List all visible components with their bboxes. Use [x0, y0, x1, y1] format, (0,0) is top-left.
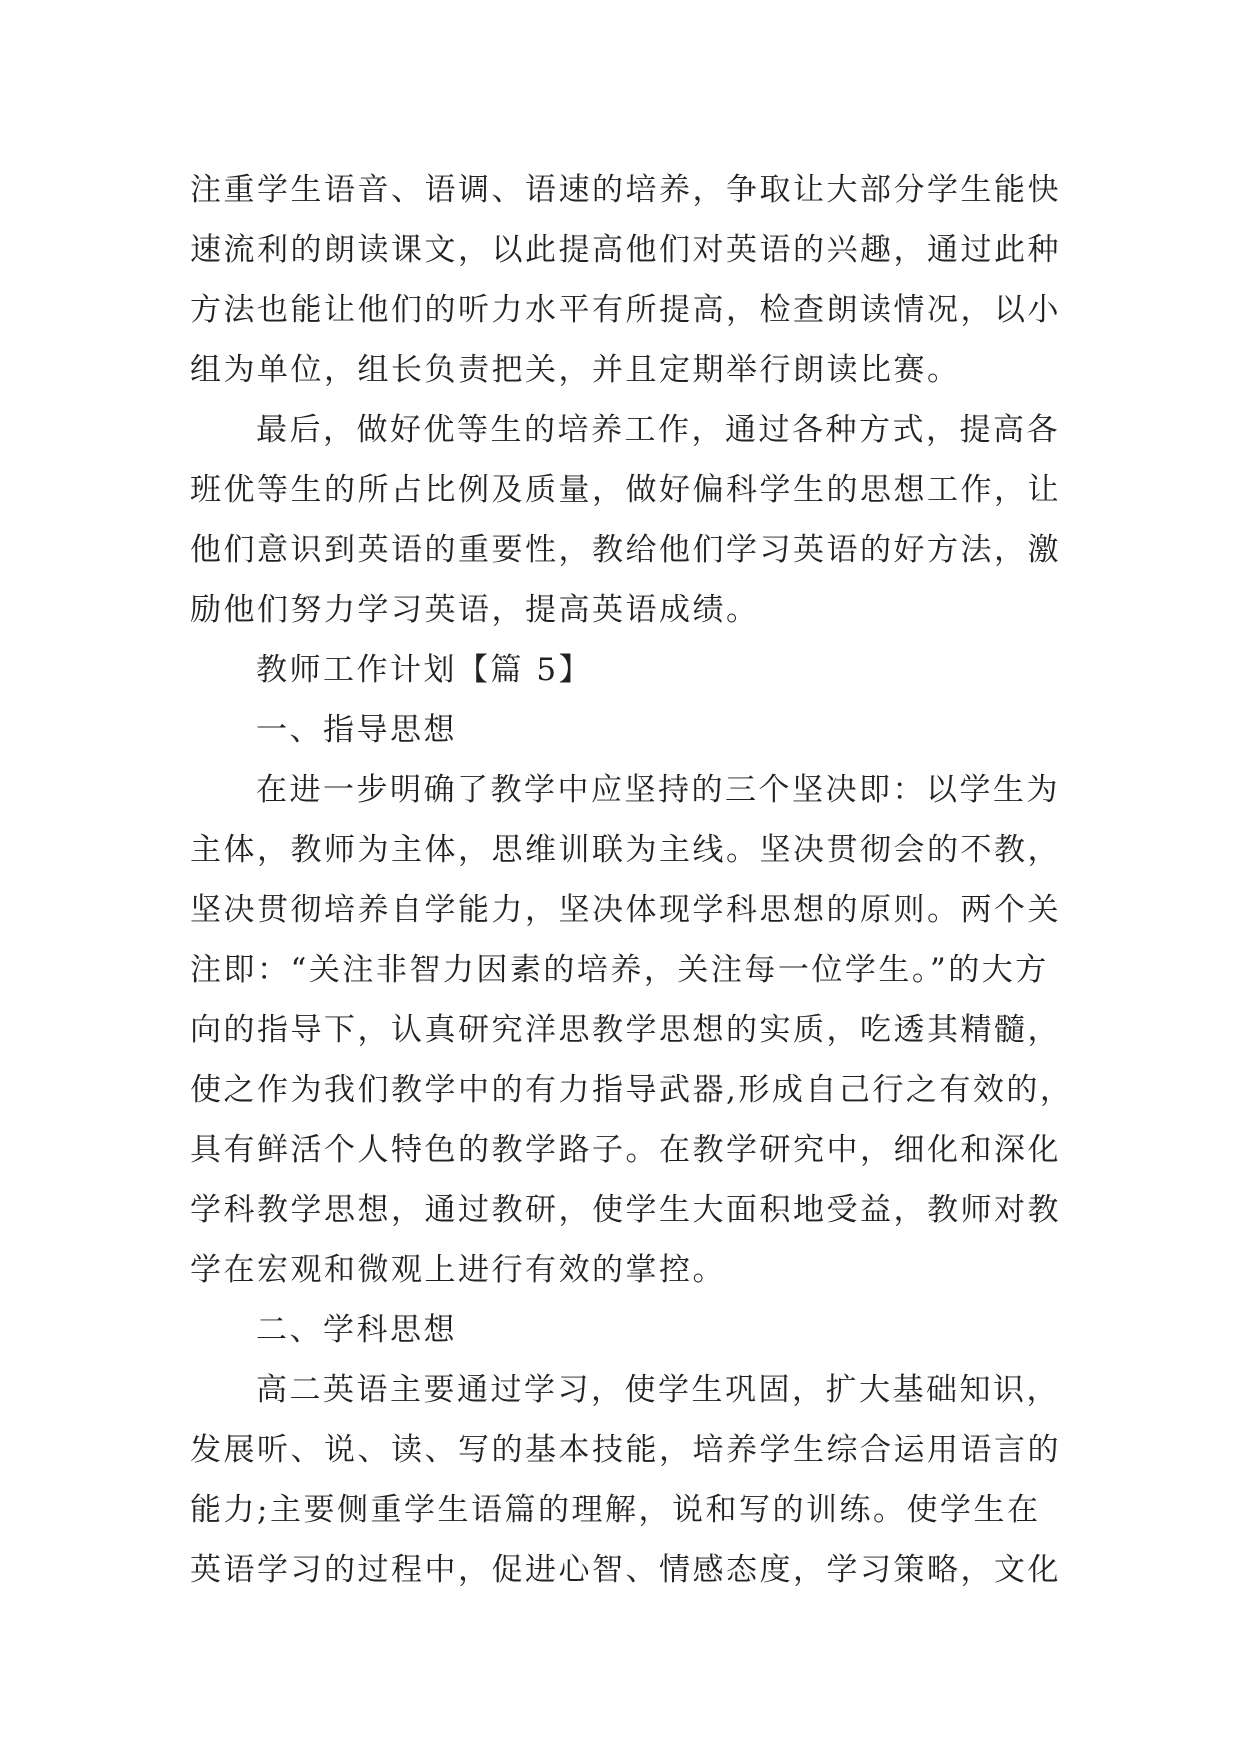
- section-title: 教师工作计划【篇 5】: [256, 652, 593, 688]
- document-page: [190, 160, 1074, 1600]
- paragraph-first-line: 在进一步明确了教学中应坚持的三个坚决即：以学生为: [256, 772, 1060, 808]
- text-line: 学在宏观和微观上进行有效的掌控。: [190, 1252, 726, 1288]
- text-line: 使之作为我们教学中的有力指导武器,形成自己行之有效的，: [190, 1072, 1074, 1108]
- text-line: 主体，教师为主体，思维训联为主线。坚决贯彻会的不教，: [190, 832, 1061, 868]
- section-heading: 二、学科思想: [256, 1312, 457, 1348]
- text-line: 组为单位，组长负责把关，并且定期举行朗读比赛。: [190, 352, 961, 388]
- text-line: 注重学生语音、语调、语速的培养，争取让大部分学生能快: [190, 172, 1061, 208]
- text-line: 具有鲜活个人特色的教学路子。在教学研究中，细化和深化: [190, 1132, 1061, 1168]
- text-line: 发展听、说、读、写的基本技能，培养学生综合运用语言的: [190, 1432, 1061, 1468]
- text-line: 班优等生的所占比例及质量，做好偏科学生的思想工作，让: [190, 472, 1061, 508]
- section-heading: 一、指导思想: [256, 712, 457, 748]
- text-line: 向的指导下，认真研究洋思教学思想的实质，吃透其精髓，: [190, 1012, 1061, 1048]
- text-line: 他们意识到英语的重要性，教给他们学习英语的好方法，激: [190, 532, 1061, 568]
- text-line: 坚决贯彻培养自学能力，坚决体现学科思想的原则。两个关: [190, 892, 1061, 928]
- text-line: 能力;主要侧重学生语篇的理解，说和写的训练。使学生在: [190, 1492, 1041, 1528]
- text-line: 速流利的朗读课文，以此提高他们对英语的兴趣，通过此种: [190, 232, 1061, 268]
- paragraph-first-line: 最后，做好优等生的培养工作，通过各种方式，提高各: [256, 412, 1060, 448]
- text-line: 注即：“关注非智力因素的培养，关注每一位学生。”的大方: [190, 952, 1049, 988]
- text-line: 方法也能让他们的听力水平有所提高，检查朗读情况，以小: [190, 292, 1061, 328]
- text-line: 励他们努力学习英语，提高英语成绩。: [190, 592, 760, 628]
- text-line: 英语学习的过程中，促进心智、情感态度，学习策略，文化: [190, 1552, 1061, 1588]
- paragraph-first-line: 高二英语主要通过学习，使学生巩固，扩大基础知识，: [256, 1372, 1060, 1408]
- text-line: 学科教学思想，通过教研，使学生大面积地受益，教师对教: [190, 1192, 1061, 1228]
